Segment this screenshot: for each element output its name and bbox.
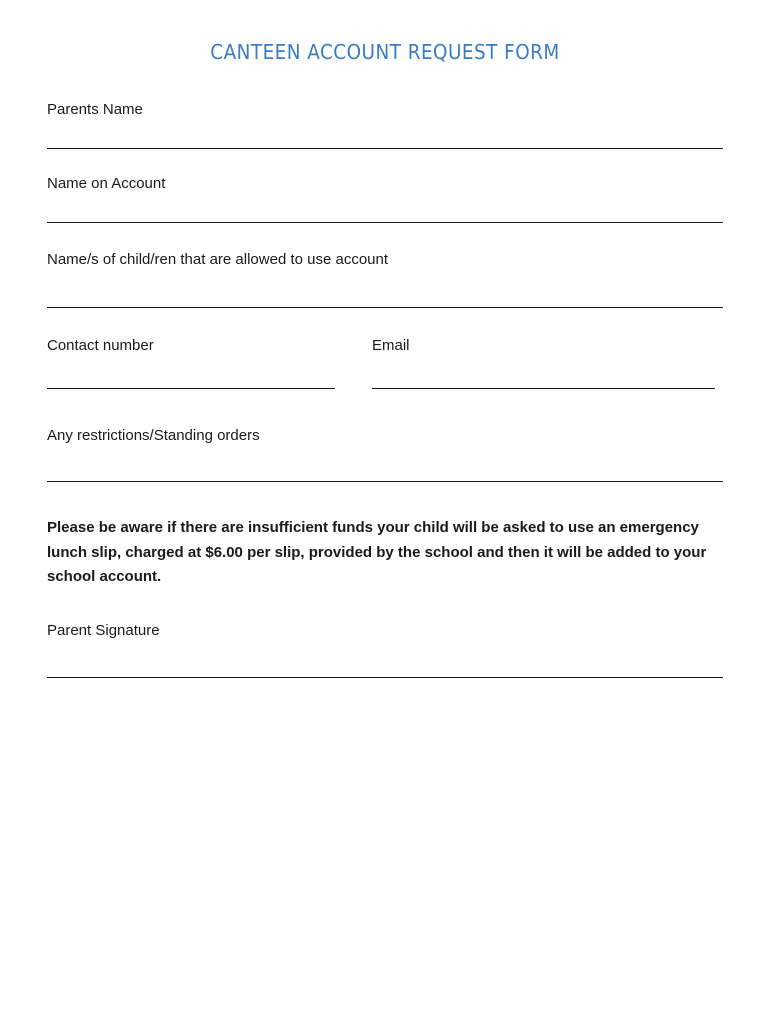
contact-number-label: Contact number bbox=[47, 337, 154, 354]
restrictions-label: Any restrictions/Standing orders bbox=[47, 427, 260, 444]
form-title: CANTEEN ACCOUNT REQUEST FORM bbox=[210, 40, 560, 64]
children-names-label: Name/s of child/ren that are allowed to use account bbox=[47, 251, 389, 268]
parents-name-label: Parents Name bbox=[47, 101, 143, 118]
children-names-line[interactable] bbox=[47, 307, 723, 308]
email-line[interactable] bbox=[372, 388, 715, 389]
parent-signature-label: Parent Signature bbox=[47, 622, 160, 639]
name-on-account-label: Name on Account bbox=[47, 175, 166, 192]
name-on-account-line[interactable] bbox=[47, 222, 723, 223]
email-label: Email bbox=[372, 337, 410, 354]
parents-name-line[interactable] bbox=[47, 148, 723, 149]
insufficient-funds-notice: Please be aware if there are insufficient funds your child will be asked to use an emergency lunch slip, charged at $6.00 per slip, provided by the school and then it will be added to your school account. bbox=[47, 519, 707, 585]
restrictions-line[interactable] bbox=[47, 481, 723, 482]
parent-signature-line[interactable] bbox=[47, 677, 723, 678]
contact-number-line[interactable] bbox=[47, 388, 335, 389]
